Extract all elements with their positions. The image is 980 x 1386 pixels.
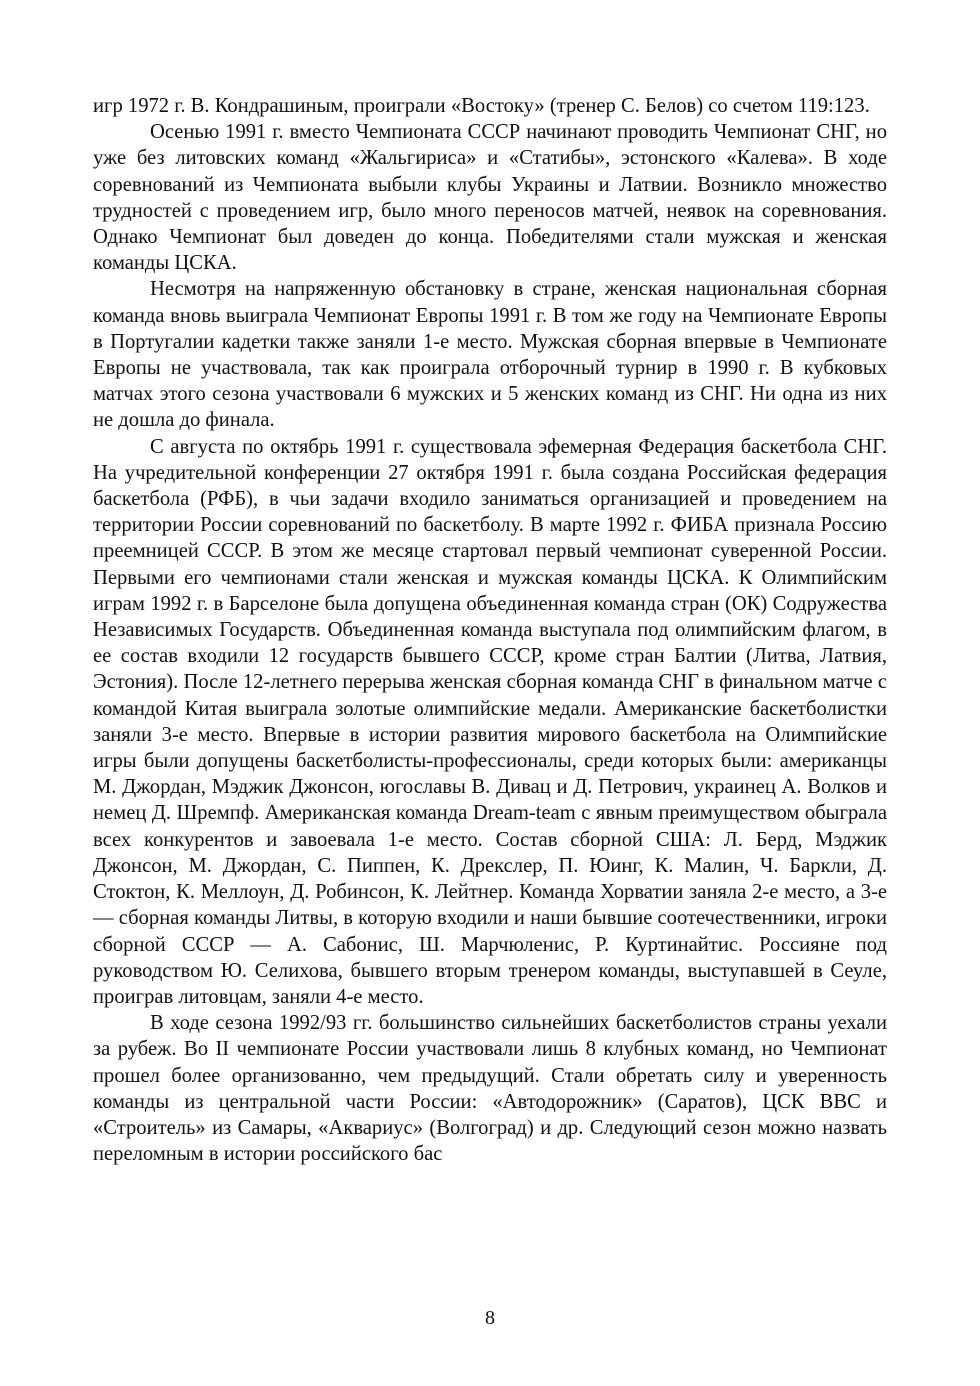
body-text xyxy=(93,93,887,1167)
paragraph-european-championship: Несмотря на напряженную обстановку в стране, женская национальная сборная команда вновь выиграла Чемпионат Европы 1991 г. В том же году на Чемпионате Европы в Португалии кадетки также заняли 1-е место. Мужская сборная впервые в Чемпионате Европы не участвовала, так как проиграла отборочный турнир в 1990 г. В кубковых матчах этого сезона участвовали 6 мужских и 5 женских команд из СНГ. Ни одна из них не дошла до финала. xyxy=(93,278,887,432)
paragraph-continuation: игр 1972 г. В. Кондрашиным, проиграли «Востоку» (тренер С. Белов) со счетом 119:123. xyxy=(93,95,870,117)
page-number: 8 xyxy=(485,1307,495,1329)
paragraph-cis-championship: Осенью 1991 г. вместо Чемпионата СССР начинают проводить Чемпионат СНГ, но уже без литовских команд «Жальгириса» и «Статибы», эстонского «Калева». В ходе соревнований из Чемпионата выбыли клубы Украины и Латвии. Возникло множество трудностей с проведением игр, было много переносов матчей, неявок на соревнования. Однако Чемпионат был доведен до конца. Победителями стали мужская и женская команды ЦСКА. xyxy=(93,121,887,275)
paragraph-federation-olympics: С августа по октябрь 1991 г. существовала эфемерная Федерация баскетбола СНГ. На учредительной конференции 27 октября 1991 г. была создана Российская федерация баскетбола (РФБ), в чьи задачи входило заниматься организацией и проведением на территории России соревнований по баскетболу. В марте 1992 г. ФИБА признала Россию преемницей СССР. В этом же месяце стартовал первый чемпионат суверенной России. Первыми его чемпионами стали женская и мужская команды ЦСКА. К Олимпийским играм 1992 г. в Барселоне была допущена объединенная команда стран (ОК) Содружества Независимых Государств. Объединенная команда выступала под олимпийским флагом, в ее состав входили 12 государств бывшего СССР, кроме стран Балтии (Литва, Латвия, Эстония). После 12-летнего перерыва женская сборная команда СНГ в финальном матче с командой Китая выиграла золотые олимпийские медали. Американские баскетболистки заняли 3-е место. Впервые в истории развития мирового баскетбола на Олимпийские игры были допущены баскетболисты-профессионалы, среди которых были: американцы М. Джордан, Мэджик Джонсон, югославы В. Дивац и Д. Петрович, украинец А. Волков и немец Д. Шремпф. Американская команда Dream-team с явным преимуществом обыграла всех конкурентов и завоевала 1-е место. Состав сборной США: Л. Берд, Мэджик Джонсон, М. Джордан, С. Пиппен, К. Дрекслер, П. Юинг, К. Малин, Ч. Баркли, Д. Стоктон, К. Меллоун, Д. Робинсон, К. Лейтнер. Команда Хорватии заняла 2-е место, а 3-е — сборная команды Литвы, в которую входили и наши бывшие соотечественники, игроки сборной СССР — А. Сабонис, Ш. Марчюленис, Р. Куртинайтис. Россияне под руководством Ю. Селихова, бывшего вторым тренером команды, выступавшей в Сеуле, проиграв литовцам, заняли 4-е место. xyxy=(93,435,887,1008)
paragraph-season-1992-93: В ходе сезона 1992/93 гг. большинство сильнейших баскетболистов страны уехали за рубеж. Во II чемпионате России участвовали лишь 8 клубных команд, но Чемпионат прошел более организованно, чем предыдущий. Стали обретать силу и уверенность команды из центральной части России: «Автодорожник» (Саратов), ЦСК ВВС и «Строитель» из Самары, «Аквариус» (Волгоград) и др. Следующий сезон можно назвать переломным в истории российского бас xyxy=(93,1012,887,1166)
